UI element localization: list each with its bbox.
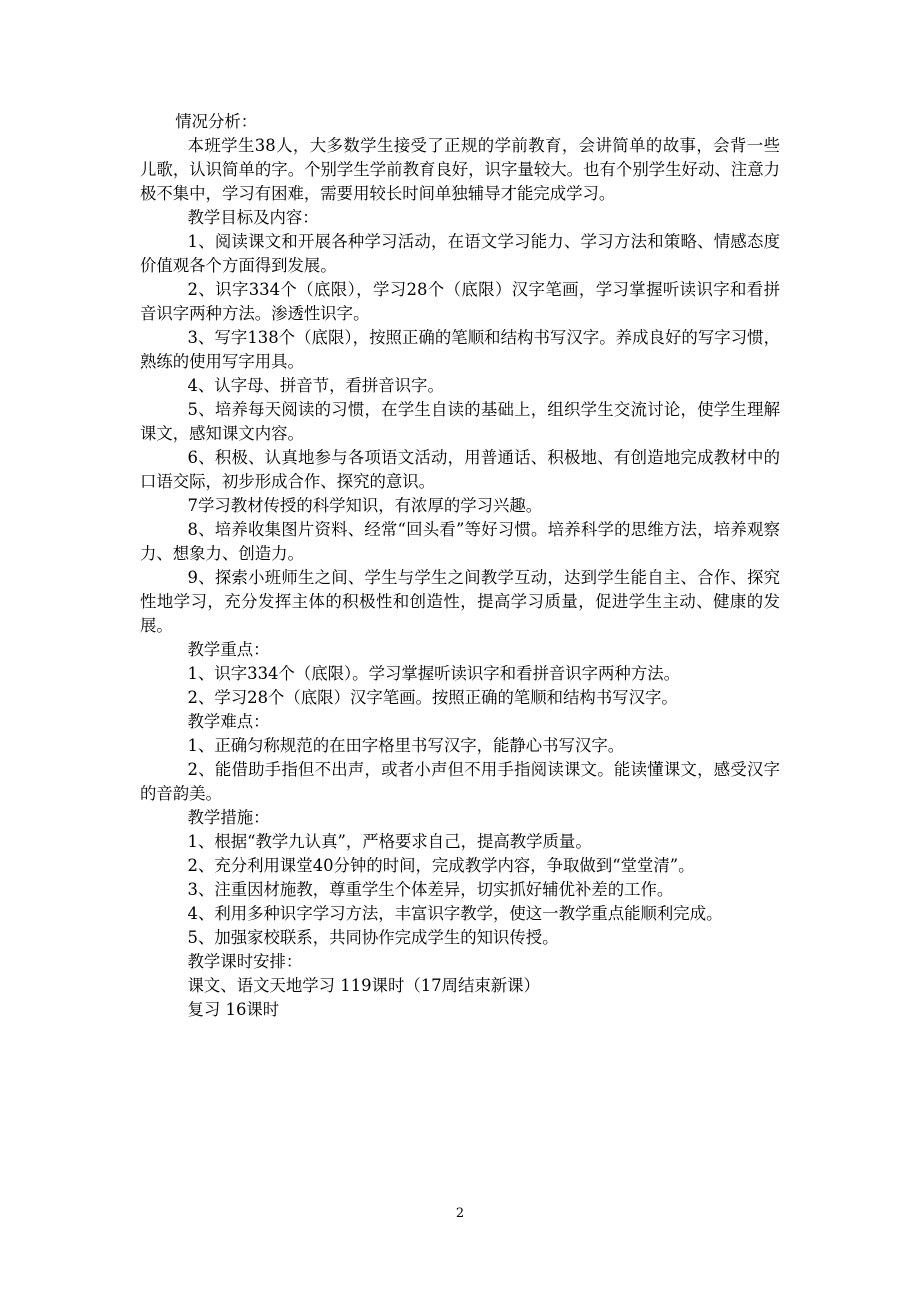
goal-item-5: 5、培养每天阅读的习惯，在学生自读的基础上，组织学生交流讨论，使学生理解课文，感知课文内容。: [140, 400, 780, 443]
measure-item-2: 2、充分利用课堂40分钟的时间，完成教学内容，争取做到“堂堂清”。: [187, 856, 695, 875]
goal-item-6: 6、积极、认真地参与各项语文活动，用普通话、积极地、有创造地完成教材中的口语交际，初步形成合作、探究的意识。: [140, 448, 780, 491]
paragraph-class-overview: 本班学生38人，大多数学生接受了正规的学前教育，会讲简单的故事，会背一些儿歌，认识简单的字。个别学生学前教育良好，识字量较大。也有个别学生好动、注意力极不集中，学习有困难，需要用较长时间单独辅导才能完成学习。: [140, 136, 780, 203]
goal-item-1: 1、阅读课文和开展各种学习活动，在语文学习能力、学习方法和策略、情感态度价值观各个方面得到发展。: [140, 232, 780, 275]
key-point-item-1: 1、识字334个（底限）。学习掌握听读识字和看拼音识字两种方法。: [187, 664, 680, 683]
difficulty-item-1: 1、正确匀称规范的在田字格里书写汉字，能静心书写汉字。: [187, 736, 625, 755]
difficulty-item-2: 2、能借助手指但不出声，或者小声但不用手指阅读课文。能读懂课文，感受汉字的音韵美。: [140, 760, 780, 803]
goal-item-8: 8、培养收集图片资料、经常“回头看”等好习惯。培养科学的思维方法，培养观察力、想象力、创造力。: [140, 520, 780, 563]
measure-item-5: 5、加强家校联系，共同协作完成学生的知识传授。: [187, 928, 559, 947]
heading-goals-content: 教学目标及内容：: [187, 208, 319, 227]
measure-item-1: 1、根据“教学九认真”，严格要求自己，提高教学质量。: [187, 832, 592, 851]
goal-item-4: 4、认字母、拼音节，看拼音识字。: [187, 376, 444, 395]
document-body: [140, 110, 780, 1022]
heading-situation-analysis: 情况分析：: [175, 112, 258, 131]
key-point-item-2: 2、学习28个（底限）汉字笔画。按照正确的笔顺和结构书写汉字。: [187, 688, 678, 707]
schedule-item-review: 复习 16课时: [187, 1000, 280, 1019]
schedule-item-lessons: 课文、语文天地学习 119课时（17周结束新课）: [187, 976, 540, 995]
heading-measures: 教学措施：: [187, 808, 270, 827]
measure-item-4: 4、利用多种识字学习方法，丰富识字教学，使这一教学重点能顺利完成。: [187, 904, 723, 923]
heading-key-points: 教学重点：: [187, 640, 270, 659]
measure-item-3: 3、注重因材施教，尊重学生个体差异，切实抓好辅优补差的工作。: [187, 880, 674, 899]
goal-item-2: 2、识字334个（底限），学习28个（底限）汉字笔画，学习掌握听读识字和看拼音识字两种方法。渗透性识字。: [140, 280, 780, 323]
heading-schedule: 教学课时安排：: [187, 952, 303, 971]
page-number: 2: [455, 1206, 465, 1221]
goal-item-9: 9、探索小班师生之间、学生与学生之间教学互动，达到学生能自主、合作、探究性地学习，充分发挥主体的积极性和创造性，提高学习质量，促进学生主动、健康的发展。: [140, 568, 780, 635]
heading-difficulties: 教学难点：: [187, 712, 270, 731]
goal-item-3: 3、写字138个（底限），按照正确的笔顺和结构书写汉字。养成良好的写字习惯，熟练的使用写字用具。: [140, 328, 780, 371]
goal-item-7: 7学习教材传授的科学知识，有浓厚的学习兴趣。: [187, 496, 543, 515]
